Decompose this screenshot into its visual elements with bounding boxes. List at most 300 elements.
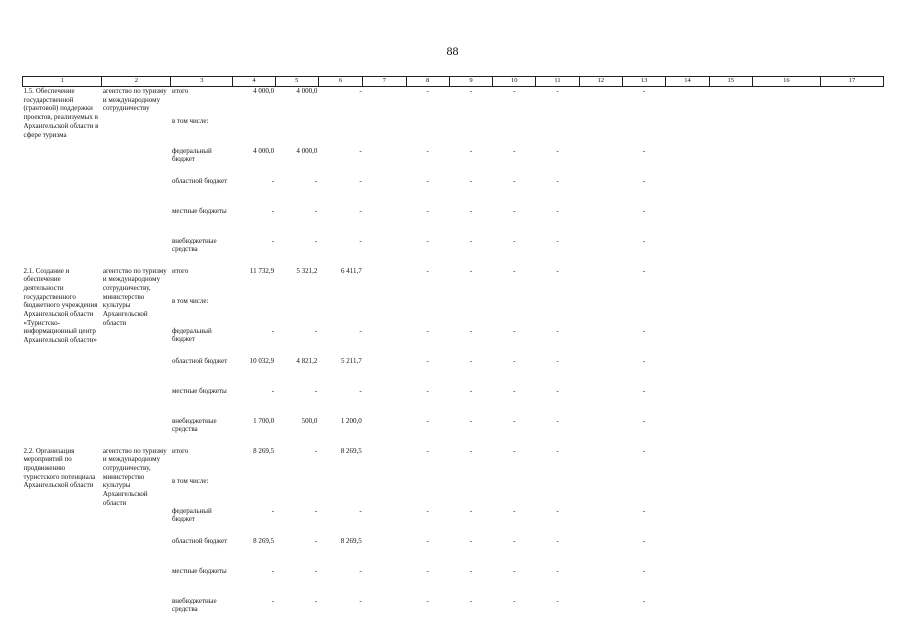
value-cell-col-6: - [359,596,362,605]
empty-cell-col-14 [666,147,709,177]
value-cell-col-5: 500,0 [301,416,318,425]
value-cell-col-8: - [426,326,429,335]
value-cell-col-11: - [556,206,559,215]
value-cell-col-9 [449,297,492,327]
empty-cell-col-14 [666,297,709,327]
empty-cell-col-12 [579,297,622,327]
empty-cell-col-17 [820,537,883,567]
empty-cell-col-17 [820,357,883,387]
empty-cell-col-14 [666,267,709,297]
value-cell-col-5: - [315,206,318,215]
empty-cell-col-7 [363,207,406,237]
value-cell-col-13 [623,297,666,327]
empty-cell-col-12 [579,387,622,417]
empty-cell-col-14 [666,237,709,267]
value-cell-col-6: 6 411,7 [340,266,362,275]
value-cell-col-13: - [642,236,646,245]
value-cell-col-9: - [469,206,473,215]
value-cell-col-6: - [359,236,362,245]
empty-cell-col-17 [820,417,883,447]
value-cell-col-13: - [642,506,646,515]
empty-cell-col-14 [666,357,709,387]
funding-source-cell: федеральный бюджет [171,146,212,163]
column-number-8: 8 [406,77,449,87]
empty-cell-col-15 [709,117,752,147]
value-cell-col-6: 1 200,0 [340,416,362,425]
empty-cell-col-15 [709,447,752,477]
value-cell-col-13: - [642,266,646,275]
funding-source-cell: итого [171,87,189,95]
empty-cell-col-12 [579,207,622,237]
empty-cell-col-17 [820,507,883,537]
column-number-15: 15 [709,77,752,87]
value-cell-col-5: - [315,446,318,455]
empty-cell-col-14 [666,537,709,567]
value-cell-col-8: - [426,566,429,575]
value-cell-col-13: - [642,206,646,215]
empty-cell-col-14 [666,597,709,627]
value-cell-col-11: - [556,386,559,395]
empty-cell-col-16 [752,537,820,567]
empty-cell-col-7 [363,147,406,177]
empty-cell-col-16 [752,297,820,327]
funding-source-cell: областной бюджет [171,356,228,365]
empty-cell-col-12 [579,147,622,177]
column-number-16: 16 [752,77,820,87]
value-cell-col-5: 4 000,0 [296,146,318,155]
value-cell-col-5: - [315,326,318,335]
empty-cell-col-14 [666,387,709,417]
value-cell-col-5 [275,297,318,327]
empty-cell-col-17 [820,177,883,207]
value-cell-col-10: - [513,146,516,155]
value-cell-col-11: - [556,506,559,515]
column-number-7: 7 [363,77,406,87]
column-number-5: 5 [275,77,318,87]
empty-cell-col-15 [709,327,752,357]
empty-cell-col-12 [579,357,622,387]
empty-cell-col-7 [363,567,406,597]
empty-cell-col-15 [709,417,752,447]
empty-cell-col-17 [820,147,883,177]
empty-cell-col-17 [820,117,883,147]
empty-cell-col-15 [709,537,752,567]
value-cell-col-13: - [642,176,646,185]
value-cell-col-6 [318,297,362,327]
funding-source-cell: внебюджетные средства [171,596,217,613]
value-cell-col-5 [275,117,318,147]
empty-cell-col-12 [579,417,622,447]
value-cell-col-13: - [642,87,646,95]
empty-cell-col-16 [752,267,820,297]
value-cell-col-5: - [315,176,318,185]
value-cell-col-6: - [359,206,362,215]
activity-cell: 1.5. Обеспечение государственной (грантовой) поддержки проектов, реализуемых в Архангельской области в сфере туризма [23,87,99,139]
empty-cell-col-15 [709,507,752,537]
value-cell-col-10: - [513,356,516,365]
activity-cell: 2.2. Организация мероприятий по продвижению туристского потенциала Архангельской области [23,446,96,490]
value-cell-col-9: - [469,176,473,185]
column-number-1: 1 [23,77,102,87]
empty-cell-col-15 [709,267,752,297]
value-cell-col-9: - [469,266,473,275]
value-cell-col-11: - [556,416,559,425]
value-cell-col-5: - [315,386,318,395]
empty-cell-col-15 [709,147,752,177]
value-cell-col-8: - [426,356,429,365]
value-cell-col-9: - [469,386,473,395]
column-number-13: 13 [623,77,666,87]
value-cell-col-4: - [271,176,275,185]
empty-cell-col-16 [752,567,820,597]
value-cell-col-9: - [469,146,473,155]
empty-cell-col-7 [363,177,406,207]
funding-source-cell: в том числе: [171,296,209,305]
empty-cell-col-14 [666,177,709,207]
funding-source-cell: итого [171,266,189,275]
table-row [23,447,884,477]
value-cell-col-11: - [556,536,559,545]
value-cell-col-6 [318,117,362,147]
empty-cell-col-7 [363,537,406,567]
empty-cell-col-17 [820,267,883,297]
value-cell-col-13: - [642,146,646,155]
value-cell-col-8: - [426,87,429,95]
empty-cell-col-12 [579,327,622,357]
column-number-3: 3 [171,77,233,87]
value-cell-col-10: - [513,446,516,455]
empty-cell-col-14 [666,207,709,237]
empty-cell-col-16 [752,237,820,267]
funding-source-cell: местные бюджеты [171,386,227,395]
empty-cell-col-7 [363,417,406,447]
value-cell-col-8: - [426,176,429,185]
value-cell-col-6 [318,477,362,507]
empty-cell-col-16 [752,477,820,507]
value-cell-col-9: - [469,416,473,425]
activity-cell: 2.1. Создание и обеспечение деятельности государственного бюджетного учреждения Архангельской области «Туристско-информационный центр Архангельской области» [23,266,98,345]
value-cell-col-8: - [426,146,429,155]
value-cell-col-5: - [315,506,318,515]
value-cell-col-10 [493,297,536,327]
empty-cell-col-15 [709,177,752,207]
value-cell-col-11: - [556,146,559,155]
empty-cell-col-7 [363,87,406,117]
value-cell-col-10: - [513,416,516,425]
empty-cell-col-17 [820,567,883,597]
value-cell-col-4: 8 269,5 [253,446,275,455]
value-cell-col-10: - [513,176,516,185]
empty-cell-col-16 [752,327,820,357]
empty-cell-col-17 [820,387,883,417]
funding-source-cell: местные бюджеты [171,206,227,215]
empty-cell-col-15 [709,357,752,387]
value-cell-col-4: 1 700,0 [253,416,275,425]
value-cell-col-6: 5 211,7 [340,356,362,365]
empty-cell-col-15 [709,477,752,507]
empty-cell-col-14 [666,87,709,117]
value-cell-col-11: - [556,87,559,95]
funding-source-cell: областной бюджет [171,536,228,545]
empty-cell-col-7 [363,447,406,477]
empty-cell-col-15 [709,237,752,267]
value-cell-col-13: - [642,416,646,425]
value-cell-col-8 [406,477,449,507]
empty-cell-col-12 [579,477,622,507]
value-cell-col-4: - [271,596,275,605]
funding-source-cell: внебюджетные средства [171,416,217,433]
value-cell-col-13: - [642,356,646,365]
value-cell-col-10: - [513,266,516,275]
empty-cell-col-17 [820,207,883,237]
column-number-10: 10 [493,77,536,87]
empty-cell-col-17 [820,597,883,627]
value-cell-col-5: - [315,236,318,245]
value-cell-col-10: - [513,386,516,395]
empty-cell-col-12 [579,237,622,267]
value-cell-col-13 [623,477,666,507]
empty-cell-col-14 [666,447,709,477]
empty-cell-col-14 [666,327,709,357]
value-cell-col-9 [449,477,492,507]
value-cell-col-5: 4 000,0 [296,87,318,95]
column-number-header [23,77,884,87]
column-number-14: 14 [666,77,709,87]
empty-cell-col-7 [363,237,406,267]
value-cell-col-10: - [513,326,516,335]
empty-cell-col-14 [666,417,709,447]
funding-source-cell: областной бюджет [171,176,228,185]
value-cell-col-9: - [469,356,473,365]
empty-cell-col-17 [820,477,883,507]
value-cell-col-11 [536,477,579,507]
empty-cell-col-17 [820,237,883,267]
value-cell-col-5: - [315,596,318,605]
empty-cell-col-14 [666,117,709,147]
value-cell-col-11: - [556,236,559,245]
value-cell-col-11 [536,117,579,147]
value-cell-col-6: - [359,506,362,515]
value-cell-col-11: - [556,326,559,335]
value-cell-col-9: - [469,236,473,245]
value-cell-col-6: - [359,326,362,335]
value-cell-col-8 [406,117,449,147]
funding-source-cell: в том числе: [171,476,209,485]
value-cell-col-8: - [426,386,429,395]
value-cell-col-9 [449,117,492,147]
value-cell-col-4: 10 032,9 [249,356,275,365]
value-cell-col-4: - [271,236,275,245]
value-cell-col-9: - [469,536,473,545]
value-cell-col-13: - [642,566,646,575]
value-cell-col-4: 4 000,0 [253,146,275,155]
value-cell-col-4: 8 269,5 [253,536,275,545]
budget-table [22,76,884,627]
value-cell-col-4 [233,117,275,147]
value-cell-col-13: - [642,536,646,545]
value-cell-col-9: - [469,446,473,455]
empty-cell-col-15 [709,387,752,417]
funding-source-cell: местные бюджеты [171,566,227,575]
value-cell-col-4: - [271,206,275,215]
empty-cell-col-17 [820,87,883,117]
column-number-6: 6 [318,77,362,87]
value-cell-col-13: - [642,446,646,455]
empty-cell-col-15 [709,207,752,237]
column-number-9: 9 [449,77,492,87]
page-number: 88 [446,44,459,58]
funding-source-cell: внебюджетные средства [171,236,217,253]
empty-cell-col-7 [363,597,406,627]
value-cell-col-10 [493,117,536,147]
column-number-2: 2 [102,77,171,87]
value-cell-col-10 [493,477,536,507]
value-cell-col-10: - [513,206,516,215]
value-cell-col-13: - [642,326,646,335]
value-cell-col-13 [623,117,666,147]
value-cell-col-6: 8 269,5 [340,446,362,455]
empty-cell-col-15 [709,87,752,117]
empty-cell-col-12 [579,567,622,597]
empty-cell-col-12 [579,117,622,147]
empty-cell-col-12 [579,267,622,297]
empty-cell-col-16 [752,417,820,447]
empty-cell-col-7 [363,507,406,537]
value-cell-col-4 [233,297,275,327]
empty-cell-col-15 [709,297,752,327]
empty-cell-col-7 [363,327,406,357]
value-cell-col-4: - [271,326,275,335]
value-cell-col-4: 11 732,9 [249,266,275,275]
value-cell-col-4: - [271,386,275,395]
empty-cell-col-16 [752,87,820,117]
value-cell-col-8: - [426,506,429,515]
column-number-17: 17 [820,77,883,87]
value-cell-col-13: - [642,386,646,395]
table-row [23,267,884,297]
value-cell-col-5 [275,477,318,507]
value-cell-col-6: - [359,87,362,95]
empty-cell-col-14 [666,507,709,537]
empty-cell-col-15 [709,597,752,627]
value-cell-col-10: - [513,87,516,95]
empty-cell-col-16 [752,357,820,387]
value-cell-col-13: - [642,596,646,605]
value-cell-col-11: - [556,176,559,185]
executor-cell: агентство по туризму и международному сотрудничеству, министерство культуры Архангельской области [102,266,167,327]
value-cell-col-5: 4 821,2 [296,356,318,365]
value-cell-col-10: - [513,566,516,575]
empty-cell-col-12 [579,597,622,627]
value-cell-col-6: 8 269,5 [340,536,362,545]
value-cell-col-9: - [469,596,473,605]
empty-cell-col-17 [820,447,883,477]
value-cell-col-9: - [469,87,473,95]
empty-cell-col-15 [709,567,752,597]
value-cell-col-8: - [426,446,429,455]
empty-cell-col-16 [752,117,820,147]
value-cell-col-9: - [469,506,473,515]
empty-cell-col-17 [820,297,883,327]
value-cell-col-10: - [513,596,516,605]
value-cell-col-4: - [271,506,275,515]
value-cell-col-8: - [426,536,429,545]
empty-cell-col-14 [666,567,709,597]
empty-cell-col-7 [363,357,406,387]
empty-cell-col-7 [363,387,406,417]
value-cell-col-6: - [359,176,362,185]
value-cell-col-8: - [426,266,429,275]
funding-source-cell: итого [171,446,189,455]
value-cell-col-9: - [469,326,473,335]
value-cell-col-8: - [426,596,429,605]
table-body [23,87,884,627]
empty-cell-col-16 [752,177,820,207]
value-cell-col-8: - [426,236,429,245]
funding-source-cell: в том числе: [171,116,209,125]
value-cell-col-11: - [556,266,559,275]
value-cell-col-4: 4 000,0 [253,87,275,95]
empty-cell-col-16 [752,147,820,177]
value-cell-col-8: - [426,206,429,215]
value-cell-col-4: - [271,566,275,575]
value-cell-col-11: - [556,446,559,455]
empty-cell-col-16 [752,447,820,477]
value-cell-col-5: - [315,566,318,575]
column-number-4: 4 [233,77,275,87]
empty-cell-col-16 [752,387,820,417]
empty-cell-col-12 [579,87,622,117]
value-cell-col-10: - [513,536,516,545]
value-cell-col-4 [233,477,275,507]
value-cell-col-8 [406,297,449,327]
value-cell-col-6: - [359,566,362,575]
funding-source-cell: федеральный бюджет [171,326,212,343]
empty-cell-col-16 [752,597,820,627]
funding-source-cell: федеральный бюджет [171,506,212,523]
executor-cell: агентство по туризму и международному сотрудничеству, министерство культуры Архангельской области [102,446,167,507]
value-cell-col-6: - [359,386,362,395]
value-cell-col-11: - [556,566,559,575]
empty-cell-col-12 [579,447,622,477]
value-cell-col-11: - [556,356,559,365]
value-cell-col-5: 5 321,2 [296,266,318,275]
value-cell-col-11 [536,297,579,327]
value-cell-col-8: - [426,416,429,425]
column-number-11: 11 [536,77,579,87]
value-cell-col-6: - [359,146,362,155]
empty-cell-col-17 [820,327,883,357]
empty-cell-col-16 [752,507,820,537]
value-cell-col-10: - [513,506,516,515]
value-cell-col-9: - [469,566,473,575]
value-cell-col-10: - [513,236,516,245]
empty-cell-col-16 [752,207,820,237]
empty-cell-col-12 [579,177,622,207]
value-cell-col-5: - [315,536,318,545]
value-cell-col-11: - [556,596,559,605]
column-number-12: 12 [579,77,622,87]
executor-cell: агентство по туризму и международному сотрудничеству [102,87,167,113]
table-row [23,87,884,117]
empty-cell-col-7 [363,267,406,297]
empty-cell-col-7 [363,297,406,327]
empty-cell-col-7 [363,117,406,147]
empty-cell-col-14 [666,477,709,507]
empty-cell-col-12 [579,537,622,567]
empty-cell-col-7 [363,477,406,507]
empty-cell-col-12 [579,507,622,537]
